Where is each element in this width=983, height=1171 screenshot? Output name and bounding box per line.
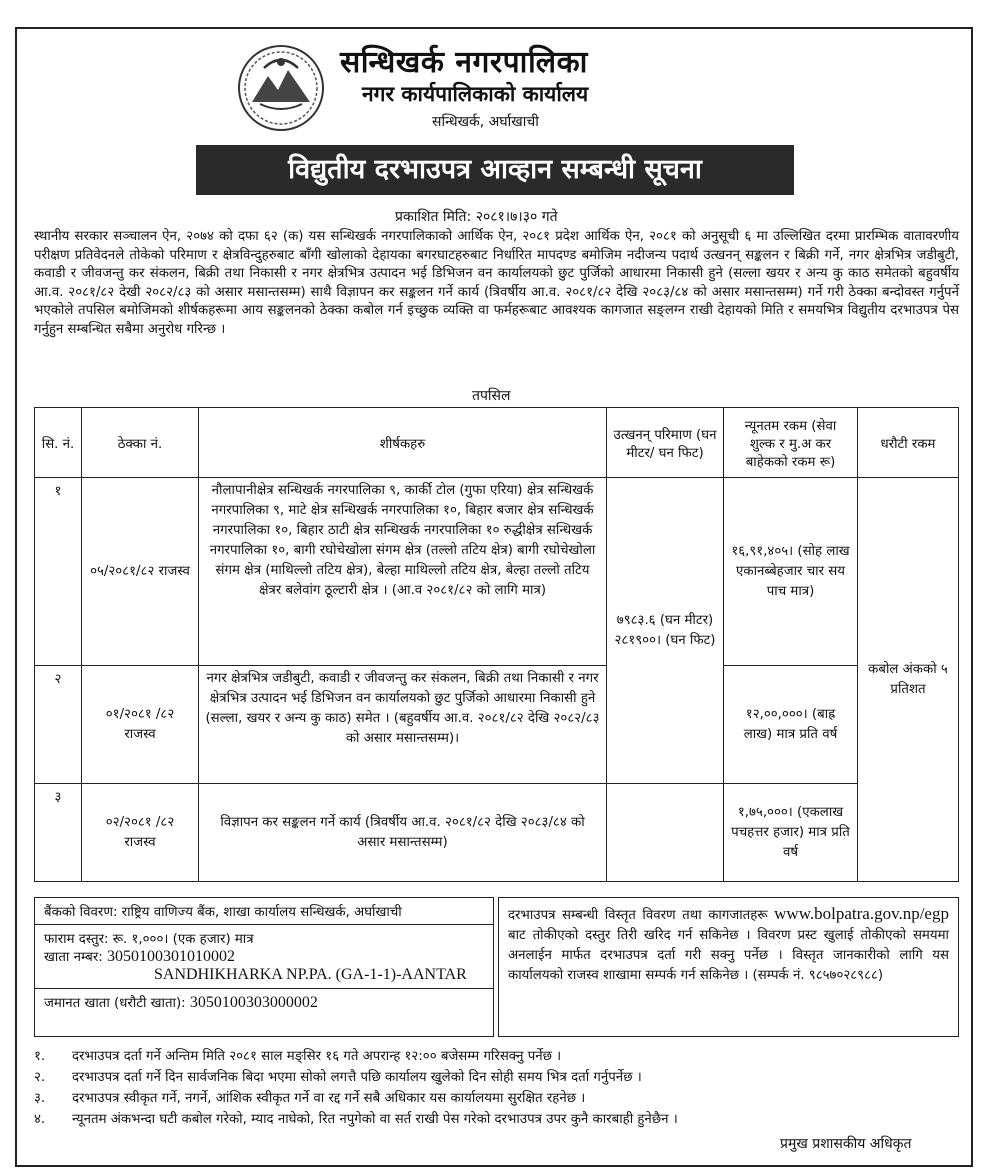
office-subtitle: नगर कार्यपालिकाको कार्यालय [362, 82, 589, 106]
deposit-number: 3050100303000002 [189, 994, 318, 1011]
list-item [34, 1046, 959, 1067]
published-date: प्रकाशित मिति: २०८१।७।३० गते [395, 209, 558, 225]
municipality-emblem-icon [234, 42, 328, 132]
notice-banner: विद्युतीय दरभाउपत्र आव्हान सम्बन्धी सूचना [196, 145, 794, 195]
table-header-row [35, 408, 959, 478]
row-contract: ०५/२०८१/८२ राजस्व [82, 478, 199, 666]
account-line [44, 947, 484, 966]
signatory-title: प्रमुख प्रशासकीय अधिकृत [780, 1136, 912, 1152]
row-minimum: १२,००,०००। (बाह्र लाख) मात्र प्रति वर्ष [724, 666, 858, 784]
deposit-cell: कबोल अंकको ५ प्रतिशत [858, 478, 959, 882]
row-contract: ०१/२०८१ /८२ राजस्व [82, 666, 199, 784]
note-number: ३. [34, 1091, 46, 1106]
quantity-empty-cell [607, 784, 724, 882]
header-contract: ठेक्का नं. [82, 408, 199, 478]
table-row [35, 478, 959, 666]
quantity-cell: ७९८३.६ (घन मीटर) २८१९००। (घन फिट) [607, 478, 724, 784]
account-name: SANDHIKHARKA NP.PA. (GA-1-1)-AANTAR [154, 966, 467, 983]
account-number: 3050100301010002 [107, 948, 236, 965]
header-sn: सि. नं. [35, 408, 82, 478]
contracts-table [34, 407, 959, 882]
form-fee: फाराम दस्तुर: रू. १,०००। (एक हजार) मात्र [44, 932, 254, 947]
note-text: दरभाउपत्र दर्ता गर्ने अन्तिम मिति २०८१ साल मङ्सिर १६ गते अपरान्ह १२:०० बजेसम्म गरिसक्नु पर्नेछ । [72, 1049, 562, 1064]
header-quantity: उत्खनन् परिमाण (घन मीटर/ घन फिट) [607, 408, 724, 478]
table-row [35, 666, 959, 784]
row-minimum: १,७५,०००। (एकलाख पचहत्तर हजार) मात्र प्रति वर्ष [724, 784, 858, 882]
note-text: दरभाउपत्र दर्ता गर्ने दिन सार्वजनिक बिदा भएमा सोको लगत्तै पछि कार्यालय खुलेको दिन सोही समय भित्र दर्ता गर्नुपर्नेछ । [72, 1070, 642, 1085]
header-minimum: न्यूनतम रकम (सेवा शुल्क र मु.अ कर बाहेकको रकम रू) [724, 408, 858, 478]
list-item [34, 1067, 959, 1088]
bank-details-box [34, 897, 494, 1037]
header-titles: शीर्षकहरु [199, 408, 607, 478]
row-contract: ०२/२०८१ /८२ राजस्व [82, 784, 199, 882]
table-row [35, 784, 959, 882]
deposit-account [35, 989, 493, 1016]
deposit-label: जमानत खाता (धरौटी खाता): [44, 996, 186, 1011]
note-text: न्यूनतम अंकभन्दा घटी कबोल गरेको, म्याद नाघेको, रित नपुगेको वा सर्त राखी पेस गरेको दरभाउपत्र उपर कुनै कारबाही हुनेछैन । [72, 1112, 678, 1127]
note-number: १. [34, 1049, 46, 1064]
bank-details: बैंकको विवरण: राष्ट्रिय वाणिज्य बैंक, शाखा कार्यालय सन्धिखर्क, अर्घाखाची [35, 898, 493, 925]
details-lead: दरभाउपत्र सम्बन्धी विस्तृत विवरण तथा कागजातहरू [508, 908, 768, 923]
notes-list [34, 1046, 959, 1130]
row-title: नगर क्षेत्रभित्र जडीबुटी, कवाडी र जीवजन्तु कर संकलन, बिक्री तथा निकासी र नगर क्षेत्रभित्र उत्पादन भई डिभिजन वन कार्यालयको छुट पुर्जिको आधारमा निकासी हुने (सल्ला, खयर र अन्य कु काठ) समेत । (बहुवर्षीय आ.व. २०८१/८२ देखि २०८२/८३ को असार मसान्तसम्म)। [199, 666, 607, 784]
schedule-heading: तपसिल [472, 388, 511, 404]
account-label: खाता नम्बर: [44, 950, 103, 965]
account-info [35, 925, 493, 989]
bolpatra-link[interactable]: www.bolpatra.gov.np/egp [774, 904, 949, 923]
header-deposit: धरौटी रकम [858, 408, 959, 478]
place-text: सन्धिखर्क, अर्घाखाची [432, 114, 539, 130]
details-body: बाट तोकीएको दस्तुर तिरी खरिद गर्न सकिनेछ । विवरण प्रस्ट खुलाई तोकीएको समयमा अनलाईन मार्फत दरभाउपत्र दर्ता गरी सक्नु पर्नेछ । विस्तृत जानकारीको लागि यस कार्यालयको राजस्व शाखामा सम्पर्क गर्न सकिनेछ । (सम्पर्क नं. ९८५७०२८९८८) [508, 928, 949, 983]
row-sn: २ [35, 666, 82, 784]
list-item [34, 1088, 959, 1109]
municipality-title: सन्धिखर्क नगरपालिका [340, 45, 588, 80]
note-number: २. [34, 1070, 46, 1085]
note-text: दरभाउपत्र स्वीकृत गर्ने, नगर्ने, आंशिक स्वीकृत गर्ने वा रद्द गर्ने सबै अधिकार यस कार्यालयमा सुरक्षित रहनेछ । [72, 1091, 586, 1106]
intro-paragraph: स्थानीय सरकार सञ्चालन ऐन, २०७४ को दफा ६२ (क) यस सन्धिखर्क नगरपालिकाको आर्थिक ऐन, २०८१ प्रदेश आर्थिक ऐन, २०८१ को अनुसूची ६ मा उल्लिखित दरमा प्रारम्भिक वातावरणीय परीक्षण प्रतिवेदनले तोकेको परिमाण र क्षेत्रविन्दुहरुबाट बाँगी खोलाको देहायका बगरघाटहरुबाट निर्धारित मापदण्ड बमोजिम नदीजन्य पदार्थ उत्खनन् सङ्कलन र बिक्री गर्ने, नगर क्षेत्रभित्र जडीबुटी, कवाडी र जीवजन्तु कर संकलन, बिक्री तथा निकासी र नगर क्षेत्रभित्र उत्पादन भई डिभिजन वन कार्यालयको छुट पुर्जिको आधारमा निकासी हुने (सल्ला खयर र अन्य कु काठ समेतको बहुवर्षीय आ.व. २०८१/८२ देखी २०८२/८३ को असार मसान्तसम्म) साथै विज्ञापन कर सङ्कलन गर्ने कार्य (त्रिवर्षीय आ.व. २०८१/८२ देखि २०८३/८४ को असार मसान्तसम्म) गर्ने गरी ठेक्का बन्दोवस्त गर्नुपर्ने भएकोले तपसिल बमोजिमको शीर्षकहरूमा आय सङ्कलनको ठेक्का कबोल गर्न इच्छुक व्यक्ति वा फर्महरूबाट आवश्यक कागजात सङ्लग्न राखी देहायको मिति र समयभित्र विद्युतीय दरभाउपत्र पेस गर्नुहुन सम्बन्धित सबैमा अनुरोध गरिन्छ । [34, 229, 959, 337]
row-sn: १ [35, 478, 82, 666]
tender-details-box [498, 897, 959, 1037]
list-item [34, 1109, 959, 1130]
row-title: नौलापानीक्षेत्र सन्धिखर्क नगरपालिका ९, कार्की टोल (गुफा एरिया) क्षेत्र सन्धिखर्क नगरपालिका ९, माटे क्षेत्र सन्धिखर्क नगरपालिका १०, बिहार बजार क्षेत्र सन्धिखर्क नगरपालिका १०, बिहार ठाटी क्षेत्र सन्धिखर्क नगरपालिका १० रुद्धीक्षेत्र सन्धिखर्क नगरपालिका १०, बागी रघोचेखोला संगम क्षेत्र (तल्लो तटिय क्षेत्र) बागी रघोचेखोला संगम क्षेत्र (माथिल्लो तटिय क्षेत्र), बेल्हा माथिल्लो तटिय क्षेत्र, बेल्हा तल्लो तटिय क्षेत्रर बलेवांग ठूल्टारी क्षेत्र । (आ.व २०८१/८२ को लागि मात्र) [199, 478, 607, 666]
row-minimum: १६,९१,४०५। (सोह लाख एकानब्बेहजार चार सय पाच मात्र) [724, 478, 858, 666]
row-title: विज्ञापन कर सङ्कलन गर्ने कार्य (त्रिवर्षीय आ.व. २०८१/८२ देखि २०८३/८४ को असार मसान्तसम्म) [199, 784, 607, 882]
row-sn: ३ [35, 784, 82, 882]
note-number: ४. [34, 1112, 46, 1127]
